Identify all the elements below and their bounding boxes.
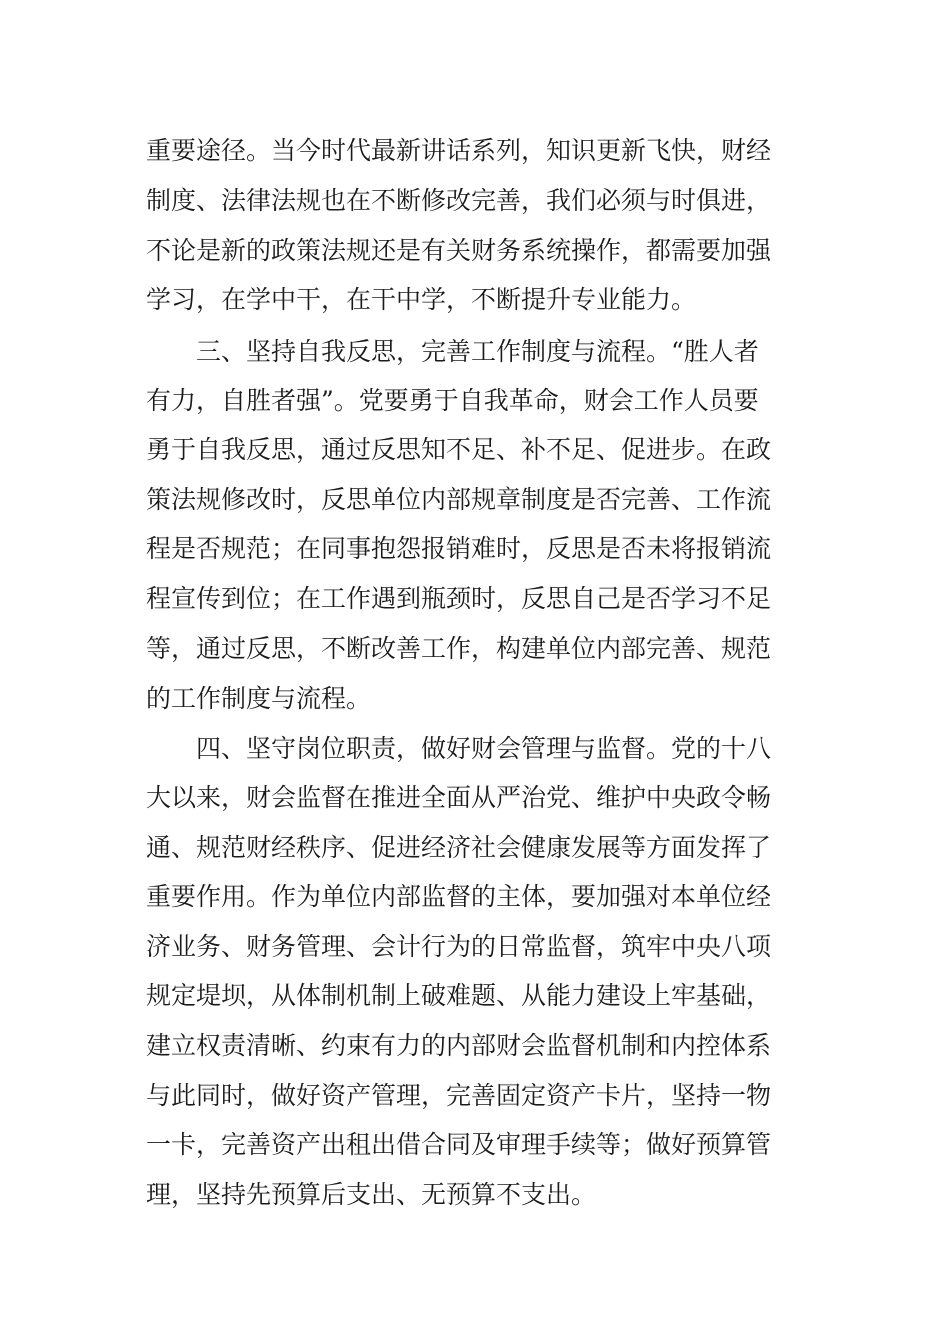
paragraph-line: 济业务、财务管理、会计行为的日常监督，筑牢中央八项 [146, 932, 772, 961]
paragraph-line: 有力，自胜者强”。党要勇于自我革命，财会工作人员要 [146, 386, 759, 415]
paragraph-line: 通、规范财经秩序、促进经济社会健康发展等方面发挥了 [146, 833, 772, 862]
section-4-heading-line: 四、坚守岗位职责，做好财会管理与监督。党的十八 [196, 734, 772, 763]
paragraph-line: 重要途径。当今时代最新讲话系列，知识更新飞快，财经 [146, 136, 772, 165]
paragraph-line: 理，坚持先预算后支出、无预算不支出。 [146, 1180, 597, 1209]
paragraph-line: 建立权责清晰、约束有力的内部财会监督机制和内控体系 [146, 1031, 772, 1060]
paragraph-line: 勇于自我反思，通过反思知不足、补不足、促进步。在政 [146, 435, 772, 464]
paragraph-line: 与此同时，做好资产管理，完善固定资产卡片，坚持一物 [146, 1081, 772, 1110]
paragraph-line: 规定堤坝，从体制机制上破难题、从能力建设上牢基础， [146, 981, 772, 1010]
section-3-heading-line: 三、坚持自我反思，完善工作制度与流程。“胜人者 [196, 337, 759, 366]
paragraph-line: 的工作制度与流程。 [146, 684, 372, 713]
paragraph-line: 制度、法律法规也在不断修改完善，我们必须与时俱进， [146, 186, 772, 215]
paragraph-line: 程宣传到位；在工作遇到瓶颈时，反思自己是否学习不足 [146, 584, 772, 613]
paragraph-line: 程是否规范；在同事抱怨报销难时，反思是否未将报销流 [146, 534, 772, 563]
paragraph-line: 策法规修改时，反思单位内部规章制度是否完善、工作流 [146, 485, 772, 514]
paragraph-line: 等，通过反思，不断改善工作，构建单位内部完善、规范 [146, 634, 772, 663]
paragraph-line: 学习，在学中干，在干中学，不断提升专业能力。 [146, 285, 697, 314]
paragraph-line: 大以来，财会监督在推进全面从严治党、维护中央政令畅 [146, 783, 772, 812]
paragraph-line: 不论是新的政策法规还是有关财务系统操作，都需要加强 [146, 236, 772, 265]
paragraph-line: 一卡，完善资产出租出借合同及审理手续等；做好预算管 [146, 1130, 772, 1159]
paragraph-line: 重要作用。作为单位内部监督的主体，要加强对本单位经 [146, 882, 772, 911]
